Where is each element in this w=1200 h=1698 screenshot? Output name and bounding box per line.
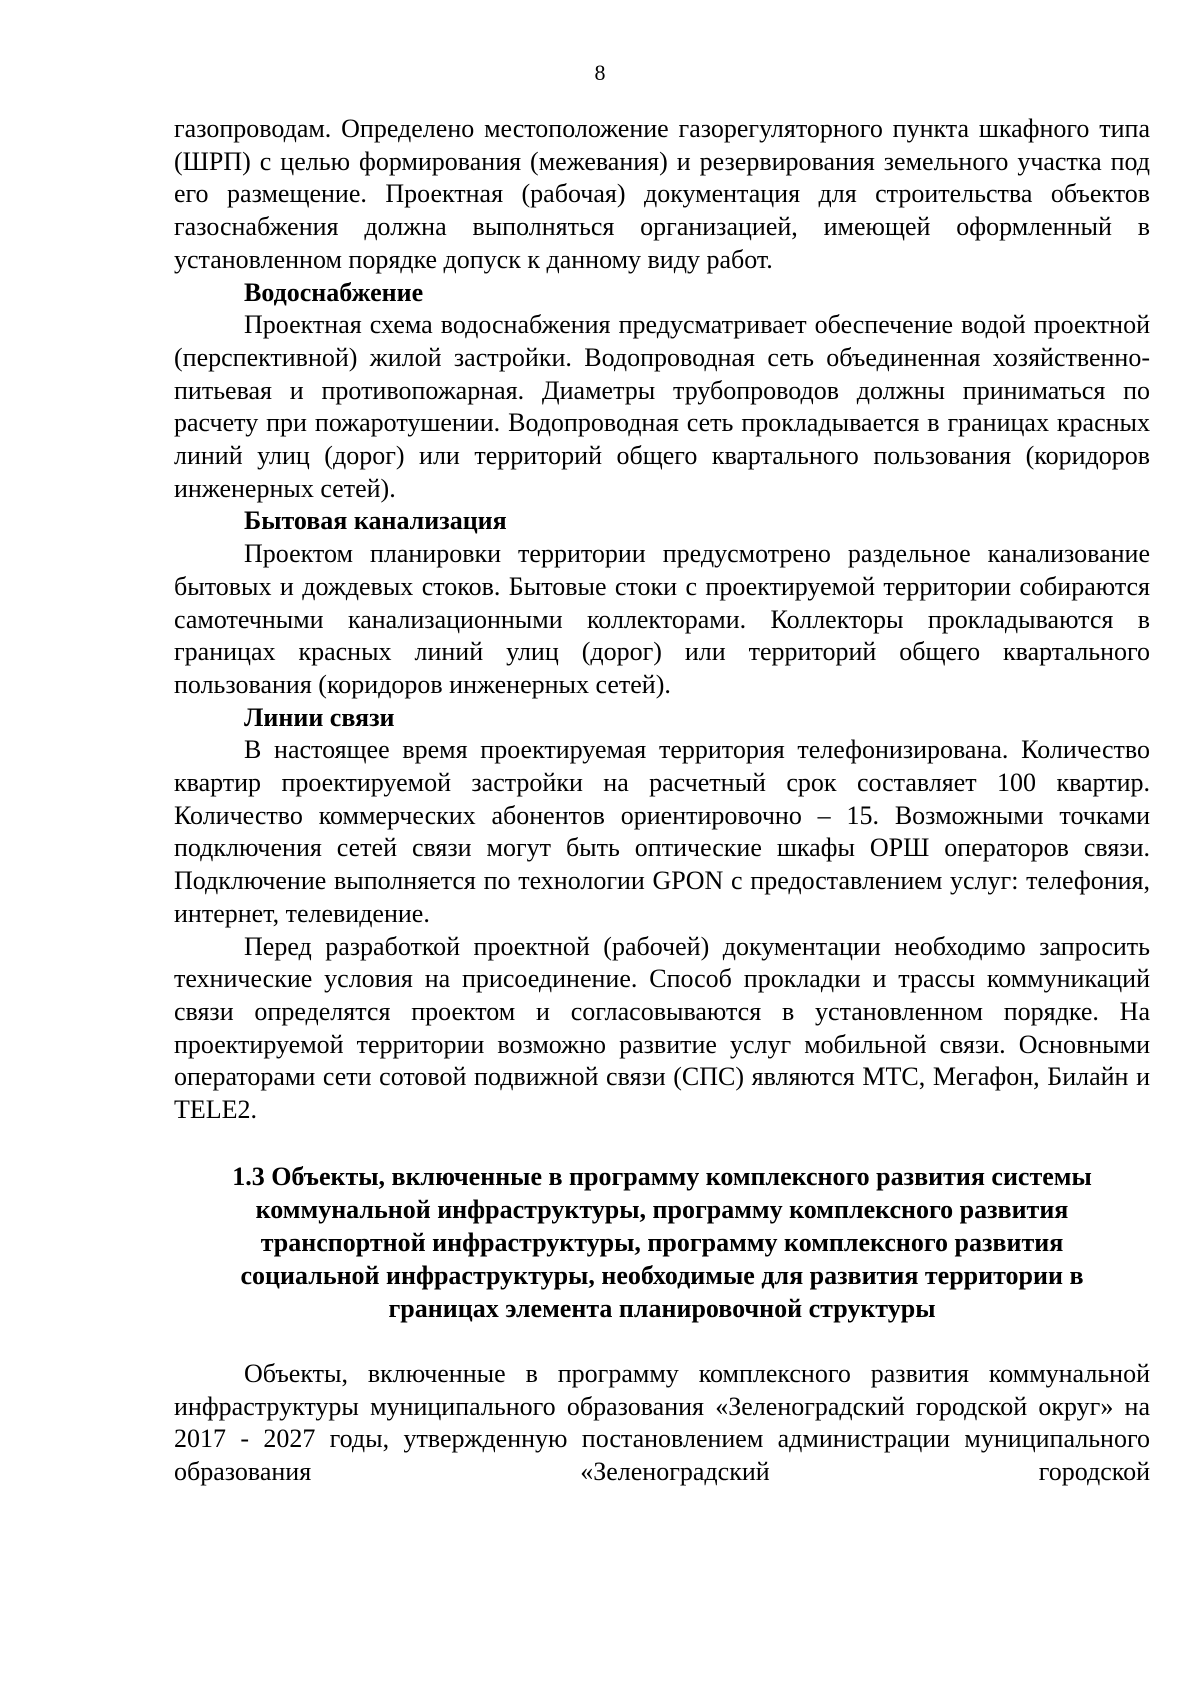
sewerage-paragraph: Проектом планировки территории предусмотрено раздельное канализование бытовых и дождевых стоков. Бытовые стоки с проектируемой территории собираются самотечными канализационными коллекторами. Коллекторы прокладываются в границах красных линий улиц (дорог) или территорий общего квартального пользования (коридоров инженерных сетей). — [174, 539, 1150, 699]
gas-supply-paragraph: газопроводам. Определено местоположение газорегуляторного пункта шкафного типа (ШРП) с целью формирования (межевания) и резервирования земельного участка под его размещение. Проектная (рабочая) документация для строительства объектов газоснабжения должна выполняться организацией, имеющей оформленный в установленном порядке допуск к данному виду работ. — [174, 114, 1150, 274]
section-title: 1.3 Объекты, включенные в программу комплексного развития системы коммунальной инфраструктуры, программу комплексного развития транспортной инфраструктуры, программу комплексного развития социальной инфраструктуры, необходимые для развития территории в границах элемента планировочной структуры — [232, 1161, 1092, 1323]
communications-heading: Линии связи — [244, 702, 395, 732]
sewerage-heading: Бытовая канализация — [244, 506, 507, 536]
section-spacer — [174, 1325, 1150, 1358]
document-body — [174, 113, 1150, 1489]
page-number: 8 — [594, 60, 606, 85]
objects-paragraph: Объекты, включенные в программу комплексного развития коммунальной инфраструктуры муниципального образования «Зеленоградский городской округ» на 2017 - 2027 годы, утвержденную постановлением администрации муниципального образования «Зеленоградский городской — [174, 1358, 1150, 1486]
water-supply-heading: Водоснабжение — [244, 277, 424, 307]
communications-paragraph-2: Перед разработкой проектной (рабочей) документации необходимо запросить технические условия на присоединение. Способ прокладки и трассы коммуникаций связи определятся проектом и согласовываются в установленном порядке. На проектируемой территории возможно развитие услуг мобильной связи. Основными операторами сети сотовой подвижной связи (СПС) являются МТС, Мегафон, Билайн и TELE2. — [174, 931, 1150, 1125]
communications-paragraph-1: В настоящее время проектируемая территория телефонизирована. Количество квартир проектируемой застройки на расчетный срок составляет 100 квартир. Количество коммерческих абонентов ориентировочно – 15. Возможными точками подключения сетей связи могут быть оптические шкафы ОРШ операторов связи. Подключение выполняется по технологии GPON с предоставлением услуг: телефония, интернет, телевидение. — [174, 735, 1150, 928]
water-supply-paragraph: Проектная схема водоснабжения предусматривает обеспечение водой проектной (перспективной) жилой застройки. Водопроводная сеть объединенная хозяйственно-питьевая и противопожарная. Диаметры трубопроводов должны приниматься по расчету при пожаротушении. Водопроводная сеть прокладывается в границах красных линий улиц (дорог) или территорий общего квартального пользования (коридоров инженерных сетей). — [174, 310, 1150, 503]
